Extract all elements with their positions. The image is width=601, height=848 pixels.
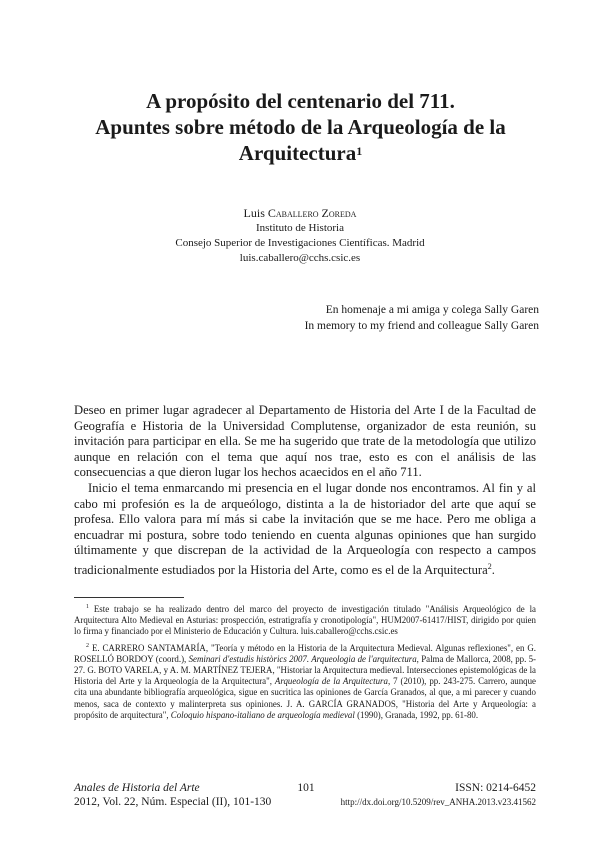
title-line-3	[60, 140, 541, 166]
dedication-en: In memory to my friend and colleague Sally Garen	[304, 320, 539, 332]
issn: ISSN: 0214-6452	[455, 782, 536, 794]
author-email[interactable]: luis.caballero@cchs.csic.es	[239, 252, 361, 264]
footnote-2-number: 2	[86, 642, 89, 649]
footnote-1-number: 1	[86, 604, 89, 610]
footnote-2-title-arqueologia: Arqueología de la Arquitectura	[274, 676, 388, 687]
footnote-1	[74, 602, 536, 638]
dedication-es: En homenaje a mi amiga y colega Sally Garen	[325, 304, 539, 316]
footnote-2	[74, 641, 536, 721]
author-council: Consejo Superior de Investigaciones Científicas. Madrid	[175, 237, 425, 249]
author-first-name: Luis	[243, 206, 265, 220]
footnote-1-text: Este trabajo se ha realizado dentro del marco del proyecto de investigación titulado "Análisis Arqueológico de la Arquitectura Alto Medieval en Asturias: prospección, estratigrafía y cronotipología", HUM2007-61417/HIST, dirigido por quien lo firma y financiado por el Ministerio de Educación y Cultura. luis.caballero@cchs.csic.es	[74, 603, 536, 637]
page-number: 101	[297, 782, 315, 794]
title-footnote-ref[interactable]: 1	[356, 144, 363, 158]
body-paragraph-2	[74, 481, 536, 579]
footnotes	[74, 602, 536, 724]
author-name	[150, 206, 450, 221]
author-last-name: Caballero Zoreda	[267, 206, 357, 220]
journal-volume: 2012, Vol. 22, Núm. Especial (II), 101-130	[74, 796, 272, 808]
dedication	[305, 302, 539, 334]
author-institute: Instituto de Historia	[256, 222, 344, 234]
body-paragraph-1: Deseo en primer lugar agradecer al Departamento de Historia del Arte I de la Facultad de Geografía e Historia de la Universidad Complutense, organizador de esta reunión, su invitación para participar en ella. Se me ha sugerido que trate de la metodología que utilizo aunque en relación con el tema que aquí nos trae, esto es con el análisis de las consecuencias a que dieron lugar los hechos acaecidos en el año 711.	[74, 403, 536, 480]
body-text	[74, 403, 536, 579]
footer-right	[341, 781, 536, 809]
footnote-separator	[74, 597, 184, 598]
title-line-2: Apuntes sobre método de la Arqueología de la	[95, 115, 506, 139]
footnote-2-title-coloquio: Coloquio hispano-italiano de arqueología medieval	[170, 709, 355, 720]
title-line-1: A propósito del centenario del 711.	[146, 89, 455, 113]
article-title	[60, 88, 541, 166]
footnote-ref-2[interactable]: 2	[487, 561, 492, 571]
footer-left	[74, 781, 271, 809]
journal-name: Anales de Historia del Arte	[74, 782, 200, 794]
footnote-2-title-seminari: Seminari d'estudis històrics 2007. Arqueologia de l'arquitectura	[188, 653, 417, 664]
body-paragraph-2-text: Inicio el tema enmarcando mi presencia en el lugar donde nos encontramos. Al fin y al cabo mi profesión es la de arqueólogo, distinta a la de historiador del arte que aquí se profesa. Ello valora para mí más si cabe la invitación que se me hace. Pero me obliga a encuadrar mi postura, sobre todo teniendo en cuenta algunas opiniones que han surgido últimamente y que discrepan de la actividad de la Arqueología con respecto a campos tradicionalmente estudiados por la Historia del Arte, como es el de la Arquitectura	[74, 480, 536, 578]
doi-link[interactable]: http://dx.doi.org/10.5209/rev_ANHA.2013.v23.41562	[340, 797, 536, 807]
title-line-3-text: Arquitectura	[238, 141, 357, 165]
footnote-2-text-g: (1990), Granada, 1992, pp. 61-80.	[357, 709, 479, 720]
footnote-2-text-e: , 7 (2010), pp. 243-275. Carrero, aunque cita una abundante bibliografía arqueológica, sigue en sucritica las opiniones de García Granados, al que, a mi parecer y cuando menos, saca de contexto y malinterpreta sus opiniones. J. A. GARCÍA GRANADOS, "Historia del Arte y Arqueología: a propósito de arquitectura",	[74, 676, 536, 720]
footnote-2-text-c: , Palma de Mallorca, 2008, pp. 5-27. G. BOTO VARELA, y A. M. MARTÍNEZ TEJERA, "Historiar la Arquitectura medieval. Intersecciones epistemológicas de la Historia del Arte y la Arqueología de la Arquitectura",	[74, 653, 537, 687]
footnote-2-text-a: E. CARRERO SANTAMARÍA, "Teoría y método en la Historia de la Arquitectura Medieval. Algunas reflexiones", en G. ROSELLÓ BORDOY (coord.),	[74, 642, 536, 664]
body-paragraph-2-end: .	[491, 563, 495, 578]
author-block	[150, 206, 450, 266]
